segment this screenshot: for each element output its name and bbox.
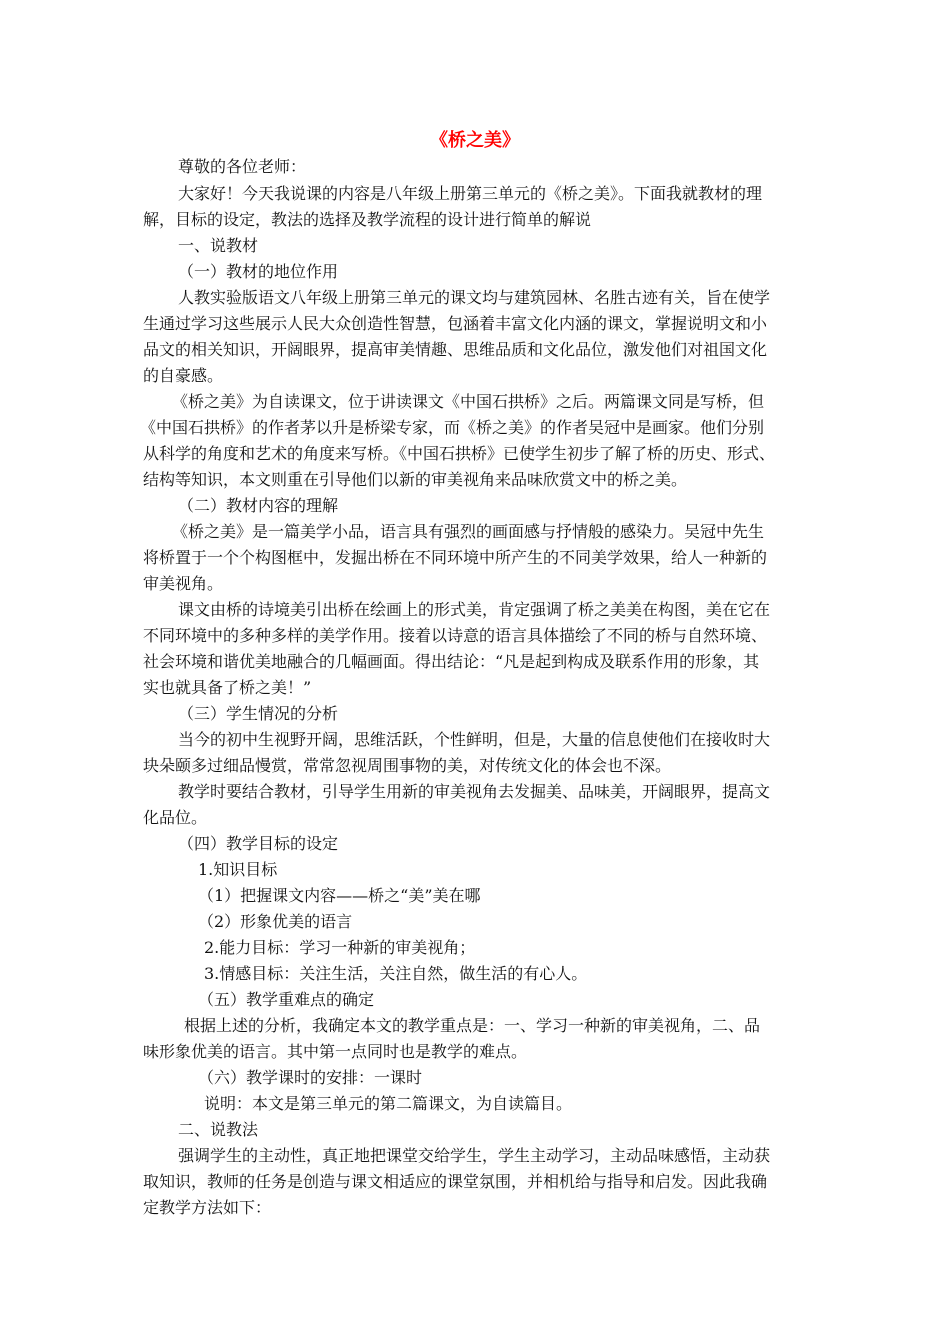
paragraph-line: 的自豪感。 (143, 366, 224, 385)
document-title: 《桥之美》 (430, 130, 520, 151)
list-item: （1）把握课文内容——桥之“美”美在哪 (198, 886, 481, 905)
list-item: （2）形象优美的语言 (198, 912, 353, 931)
paragraph-line: 不同环境中的多种多样的美学作用。接着以诗意的语言具体描绘了不同的桥与自然环境、 (143, 626, 768, 645)
paragraph-line: 社会环境和谐优美地融合的几幅画面。得出结论：“凡是起到构成及联系作用的形象，其 (143, 652, 760, 671)
paragraph-line: 课文由桥的诗境美引出桥在绘画上的形式美，肯定强调了桥之美美在构图，美在它在 (178, 600, 771, 619)
list-item: 3.情感目标：关注生活，关注自然，做生活的有心人。 (204, 964, 588, 983)
paragraph-line: 说明：本文是第三单元的第二篇课文，为自读篇目。 (204, 1094, 573, 1113)
section-heading: 一、说教材 (178, 236, 259, 255)
paragraph-line: 人教实验版语文八年级上册第三单元的课文均与建筑园林、名胜古迹有关，旨在使学 (178, 288, 771, 307)
paragraph-line: 结构等知识，本文则重在引导他们以新的审美视角来品味欣赏文中的桥之美。 (143, 470, 688, 489)
list-item: 1.知识目标 (198, 860, 278, 879)
paragraph-line: 教学时要结合教材，引导学生用新的审美视角去发掘美、品味美，开阔眼界，提高文 (178, 782, 771, 801)
subsection-heading: （六）教学课时的安排：一课时 (198, 1068, 423, 1087)
paragraph-line: 定教学方法如下： (143, 1198, 272, 1217)
list-item: 2.能力目标：学习一种新的审美视角； (204, 938, 476, 957)
subsection-heading: （一）教材的地位作用 (178, 262, 339, 281)
paragraph-line: 将桥置于一个个构图框中，发掘出桥在不同环境中所产生的不同美学效果，给人一种新的 (143, 548, 768, 567)
subsection-heading: （二）教材内容的理解 (178, 496, 339, 515)
paragraph-line: 《中国石拱桥》的作者茅以升是桥梁专家，而《桥之美》的作者吴冠中是画家。他们分别 (140, 418, 765, 437)
paragraph-line: 解，目标的设定，教法的选择及教学流程的设计进行简单的解说 (143, 210, 592, 229)
section-heading: 二、说教法 (178, 1120, 259, 1139)
subsection-heading: （四）教学目标的设定 (178, 834, 339, 853)
paragraph-line: 生通过学习这些展示人民大众创造性智慧，包涵着丰富文化内涵的课文，掌握说明文和小 (143, 314, 768, 333)
paragraph-line: 根据上述的分析，我确定本文的教学重点是：一、学习一种新的审美视角，二、品 (184, 1016, 761, 1035)
subsection-heading: （三）学生情况的分析 (178, 704, 339, 723)
paragraph-line: 味形象优美的语言。其中第一点同时也是教学的难点。 (143, 1042, 528, 1061)
paragraph-line: 品文的相关知识，开阔眼界，提高审美情趣、思维品质和文化品位，激发他们对祖国文化 (143, 340, 768, 359)
subsection-heading: （五）教学重难点的确定 (198, 990, 375, 1009)
paragraph-line: 《桥之美》为自读课文，位于讲读课文《中国石拱桥》之后。两篇课文同是写桥，但 (172, 392, 765, 411)
paragraph-line: 取知识，教师的任务是创造与课文相适应的课堂氛围，并相机给与指导和启发。因此我确 (143, 1172, 768, 1191)
paragraph-line: 大家好！今天我说课的内容是八年级上册第三单元的《桥之美》。下面我就教材的理 (178, 184, 763, 203)
paragraph-line: 当今的初中生视野开阔，思维活跃，个性鲜明，但是，大量的信息使他们在接收时大 (178, 730, 771, 749)
paragraph-line: 化品位。 (143, 808, 208, 827)
paragraph-line: 从科学的角度和艺术的角度来写桥。《中国石拱桥》已使学生初步了解了桥的历史、形式、 (143, 444, 776, 463)
paragraph-line: 实也就具备了桥之美！” (143, 678, 312, 697)
paragraph-line: 强调学生的主动性，真正地把课堂交给学生，学生主动学习，主动品味感悟，主动获 (178, 1146, 771, 1165)
paragraph-line: 审美视角。 (143, 574, 224, 593)
paragraph-line: 块朵颐多过细品慢赏，常常忽视周围事物的美，对传统文化的体会也不深。 (143, 756, 672, 775)
paragraph-line: 《桥之美》是一篇美学小品，语言具有强烈的画面感与抒情般的感染力。吴冠中先生 (172, 522, 765, 541)
salutation: 尊敬的各位老师： (178, 157, 307, 176)
